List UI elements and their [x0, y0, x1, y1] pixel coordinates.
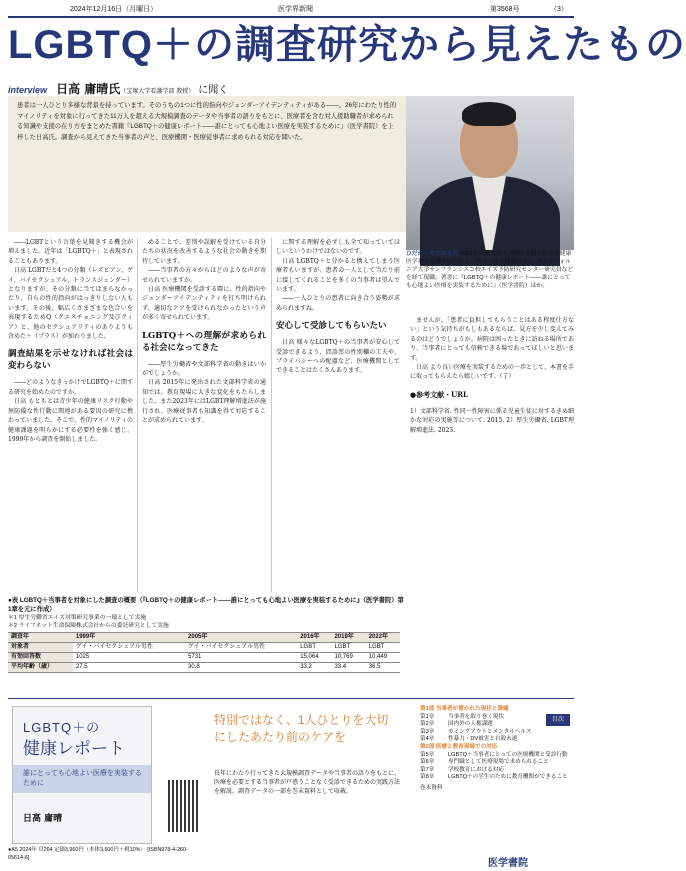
table-title: ●表 LGBTQ＋当事者を対象にした調査の概要（『LGBTQ＋の健康レポート――誰にとっても心地よい医療を実装するために』（医学書院）第1章を元に作成）: [8, 597, 404, 613]
paper-name: 医学界新聞: [278, 6, 313, 13]
paragraph: めることで、差別や誤解を受けている自分たちの状況を改善するような社会の動きを期待しています。: [142, 239, 266, 265]
table-cell: 2022年: [366, 633, 400, 643]
table-cell: 10,769: [331, 653, 365, 663]
paragraph: ――厚生労働省や文部科学省の動きはいかがでしょうか。: [142, 360, 266, 378]
interview-tag: interview: [8, 85, 48, 95]
article-column-1: [8, 238, 133, 592]
subheading: 安心して受診してもらいたい: [276, 321, 387, 332]
book-cover[interactable]: [12, 706, 152, 844]
subheading: LGBTQ＋への理解が求められる社会になってきた: [142, 330, 266, 353]
table-cell: LGBT: [331, 643, 365, 653]
book-title-line2: 健康レポート: [23, 739, 125, 758]
column-divider: [137, 238, 138, 592]
table-note: ＊1 厚生労働省エイズ対策研究事業の一環として実施: [8, 615, 147, 621]
paragraph: 日高 LGBTQ＋と分かると構えてしまう医療者もいますが、患者の一人として当たり前に接してくれることを多くの当事者は望んでいます。: [276, 257, 400, 294]
toc-chapter-no: 第6章: [420, 759, 435, 766]
running-head: [0, 2, 582, 16]
table-row: [8, 643, 400, 653]
interviewee-name: 日高 庸晴氏: [56, 82, 121, 96]
interview-byline: [8, 78, 228, 96]
table-cell: ゲイ・バイセクシュアル男性: [185, 643, 297, 653]
table-cell: 調査年: [8, 633, 73, 643]
toc-appendix: 巻末資料: [420, 784, 443, 791]
toc-chapter-no: 第1章: [420, 713, 435, 720]
toc-part: 第2部 医療と教育現場での対応: [420, 743, 498, 750]
toc-chapter-title: 当事者を取り巻く現状: [448, 713, 504, 720]
table-cell: 33.4: [331, 663, 365, 673]
paragraph: 日高 もともとは青少年の健康リスク行動や無防備な性行動に関連がある要因の研究に携わっていました。そこで、性的マイノリティの健康課題を明らかにする必要性を強く感じ、1999年から調査を開始しました。: [8, 398, 133, 443]
header-rule: [8, 16, 574, 18]
interview-suffix: に聞く: [198, 85, 229, 96]
survey-table-block: [8, 596, 406, 696]
toc-chapter-no: 第7章: [420, 766, 435, 773]
table-cell: 有効回答数: [8, 653, 73, 663]
table-row: [8, 653, 400, 663]
qr-code-icon[interactable]: [168, 780, 200, 832]
table-row: [8, 663, 400, 673]
table-cell: 2016年: [297, 633, 331, 643]
paragraph: 日高 より良い医療を実装するための一歩として、本書を手に取ってもらえたら嬉しいです。（了）: [410, 364, 574, 381]
table-cell: 2019年: [331, 633, 365, 643]
table-header-row: [8, 633, 400, 643]
table-cell: LGBT: [366, 643, 400, 653]
table-cell: 15,064: [297, 653, 331, 663]
headline: LGBTQ＋の調査研究から見えたもの: [8, 23, 686, 67]
ad-top-rule: [8, 698, 574, 699]
table-of-contents: [420, 706, 574, 793]
table-cell: 2005年: [185, 633, 297, 643]
table-cell: 5731: [185, 653, 297, 663]
article-column-2: [142, 238, 266, 592]
toc-chapter-title: LGBTQ＋の学生のために教育機関ができること: [448, 774, 568, 781]
toc-chapter-no: 第4章: [420, 736, 435, 743]
page-number: （3）: [550, 6, 568, 13]
book-title-line1: LGBTQ＋の: [23, 720, 101, 735]
toc-chapter-title: 国内外の人権課題: [448, 721, 493, 728]
toc-chapter-title: LGBTQ＋当事者にとっての医療機関と受診行動: [448, 751, 568, 758]
references-text: 1）文部科学省. 性同一性障害に係る児童生徒に対するきめ細かな対応の実施等について. 2015. 2）厚生労働省. LGBT理解増進法. 2023.: [410, 407, 574, 434]
ad-description: 長年にわたり行ってきた大規模調査データや当事者の語りをもとに、医療を必要とする当事者が戸惑うことなく受診できるための実践方法を解説。調査データの一部を巻末資料として収載。: [214, 771, 401, 795]
table-cell: LGBT: [297, 643, 331, 653]
issue-number: 第3568号: [490, 6, 520, 13]
toc-item: [420, 759, 574, 767]
caption-text: 2004年京都大学大学院医学研究科社会健康医学系専攻博士課程修了。博士（社会健康医学）。米カリフォルニア大学サンフランシスコ校エイズ予防研究センター研究員などを経て現職。著書に『LGBTQ＋の健康レポート――誰にとっても心地よい医療を実装するために』（医学書院）ほか。: [406, 251, 574, 289]
paragraph: ――LGBTという言葉を見聞きする機会が増えました。近年は「LGBTQ＋」と表現されることもあります。: [8, 239, 133, 265]
toc-item: [420, 721, 574, 729]
paragraph: ――当事者の方々からはどのような声が寄せられていますか。: [142, 267, 266, 284]
issue-date: 2024年12月16日（月曜日）: [70, 6, 158, 13]
book-author: 日高 庸晴: [23, 814, 63, 824]
toc-part: 第1部 当事者が置かれた現状と課題: [420, 706, 509, 712]
book-info: ●A5 2024年 頁264 定価3,960円（本体3,600円＋税10%） [ISBN978-4-260-05614-6]: [8, 847, 188, 861]
table-cell: 1025: [73, 653, 185, 663]
toc-chapter-title: 性暴力・DV被害と自殺未遂: [448, 736, 518, 743]
table-cell: 27.5: [73, 663, 185, 673]
toc-chapter-no: 第2章: [420, 721, 435, 728]
paragraph: 日高 様々なLGBTQ＋の当事者が安心して受診できるよう、問診票の性別欄の工夫や、プライバシーへの配慮など、医療機関としてできることはたくさんあります。: [276, 339, 400, 375]
table-cell: 33.2: [297, 663, 331, 673]
toc-chapter-title: 専門職として医療現場で求められること: [448, 759, 549, 766]
caption-name: ひだか・やすはる氏: [406, 251, 459, 257]
publisher-logo[interactable]: 医学書院: [488, 858, 528, 869]
article-column-4: [410, 316, 574, 692]
column-divider: [271, 238, 272, 592]
toc-chapter-title: カミングアウトとメンタルヘルス: [448, 728, 532, 735]
table-cell: 対象者: [8, 643, 73, 653]
toc-item: [420, 774, 574, 782]
paragraph: ませんが、「患者に負担してもらうことはある程度仕方ない」という気持ちがもしもあるならば、見方を少し変えてみるのはどうでしょうか。病院は困ったときに訪ねる場所であり、当事者にとっても信頼できる場であってほしいと思います。: [410, 317, 574, 362]
ad-catchphrase: 特別ではなく、1人ひとりを大切にしたあたり前のケアを: [214, 713, 389, 744]
photo-caption: [406, 250, 574, 310]
paragraph: 日高 LGBTだと4つの分類（レズビアン、ゲイ、バイセクシュアル、トランスジェンダー）となりますが、その分類に当てはまらなかったり、自らの性的指向がはっきりしない人もいます。その後、幅広くさまざまな色合いを表現するためQ（クエスチョニング及びクィア）と、他のセクシュアリティのありようも含めた＋（プラス）が加わりました。: [8, 267, 133, 341]
table-cell: 36.5: [366, 663, 400, 673]
paragraph: に関する理解を必ずしも全て知っていてほしいというわけではないのです。: [276, 239, 400, 256]
toc-chapter-title: 学校教育における対応: [448, 766, 504, 773]
survey-table: [8, 632, 400, 673]
toc-badge: 目次: [546, 714, 570, 726]
subheading: 調査結果を示せなければ社会は変わらない: [8, 349, 133, 372]
portrait-photo: [406, 96, 574, 250]
toc-chapter-no: 第8章: [420, 774, 435, 781]
references-title: ●参考文献・URL: [410, 389, 468, 399]
book-subtitle: 誰にとっても心地よい医療を実装するために: [23, 770, 142, 787]
paragraph: ――一人ひとりの患者に向き合う姿勢が求められますね。: [276, 295, 400, 312]
table-cell: 1999年: [73, 633, 185, 643]
photo-hair-shape: [462, 102, 516, 126]
table-cell: 10,449: [366, 653, 400, 663]
paragraph: 日高 医療機関を受診する際に、性的指向やジェンダーアイデンティティを打ち明けられず、適切なケアを受けられなかったという声が多く寄せられています。: [142, 286, 266, 322]
table-cell: 平均年齢（歳）: [8, 663, 73, 673]
toc-item: [420, 736, 574, 744]
paragraph: ――どのようなきっかけでLGBTQ＋に関する研究を始めたのですか。: [8, 379, 133, 396]
table-note: ＊2 ライフネット生命保険株式会社からの委託研究として実施: [8, 623, 169, 629]
toc-chapter-no: 第5章: [420, 751, 435, 758]
toc-item: [420, 714, 574, 722]
table-cell: ゲイ・バイセクシュアル男性: [73, 643, 185, 653]
lead-box: 患者は一人ひとり多様な背景を持っています。そのうちの1つに性的指向やジェンダーアイデンティティがある――。26年にわたり性的マイノリティを対象に行ってきた11万人を超える大規模調査のデータや当事者の語りをもとに、医療者を含む対人援助職者が求められる知識や支援の在り方をまとめた書籍『LGBTQ＋の健康レポート――誰にとっても心地よい医療を実装するために』（医学書院）を上梓した日高氏。調査から見えてきた当事者の声と、医療機関・医療従事者に求められる対応を聞いた。: [8, 96, 406, 232]
toc-chapter-no: 第3章: [420, 728, 435, 735]
table-cell: 30.8: [185, 663, 297, 673]
interviewee-affiliation: （宝塚大学看護学部 教授）: [120, 88, 195, 95]
paragraph: 日高 2015年に発出された文部科学省の通知では、教育現場に大きな変化をもたらしました。また2023年にはLGBT理解増進法が施行され、医療従事者も知識を得て対応することが求められています。: [142, 379, 266, 425]
